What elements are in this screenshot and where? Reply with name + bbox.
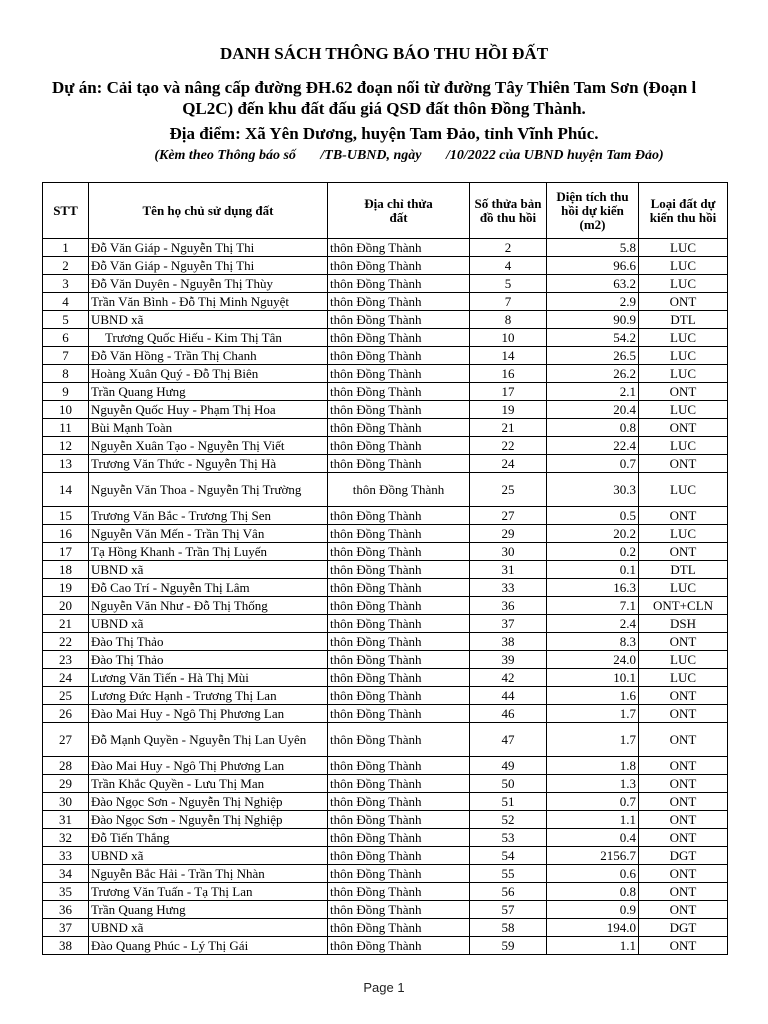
cell-parcel: 46 [470,705,547,723]
cell-area: 1.7 [547,705,639,723]
cell-parcel: 55 [470,865,547,883]
table-row [43,669,728,687]
cell-landtype: ONT [639,723,728,757]
cell-address: thôn Đồng Thành [328,365,470,383]
cell-area: 2.4 [547,615,639,633]
cell-stt: 22 [43,633,89,651]
cell-parcel: 51 [470,793,547,811]
cell-landtype: ONT [639,419,728,437]
cell-owner: Nguyễn Văn Như - Đỗ Thị Thống [89,597,328,615]
cell-owner: Đỗ Văn Duyên - Nguyễn Thị Thùy [89,275,328,293]
cell-area: 1.6 [547,687,639,705]
cell-owner: Tạ Hồng Khanh - Trần Thị Luyến [89,543,328,561]
cell-parcel: 14 [470,347,547,365]
cell-address: thôn Đồng Thành [328,901,470,919]
cell-owner: UBND xã [89,615,328,633]
cell-address: thôn Đồng Thành [328,437,470,455]
cell-address: thôn Đồng Thành [328,419,470,437]
cell-stt: 8 [43,365,89,383]
cell-stt: 26 [43,705,89,723]
cell-address: thôn Đồng Thành [328,383,470,401]
cell-parcel: 50 [470,775,547,793]
table-row [43,901,728,919]
cell-landtype: ONT [639,757,728,775]
table-row [43,937,728,955]
cell-owner: Lương Văn Tiến - Hà Thị Mùi [89,669,328,687]
cell-address: thôn Đồng Thành [328,793,470,811]
cell-stt: 31 [43,811,89,829]
cell-landtype: ONT [639,937,728,955]
cell-address: thôn Đồng Thành [328,579,470,597]
cell-owner: Đào Thị Thảo [89,633,328,651]
attachment-note: (Kèm theo Thông báo số /TB-UBND, ngày /10/2022 của UBND huyện Tam Đảo) [154,148,664,163]
column-header-landtype: Loại đất dự kiến thu hồi [639,183,728,239]
cell-stt: 4 [43,293,89,311]
cell-stt: 23 [43,651,89,669]
cell-parcel: 24 [470,455,547,473]
cell-owner: Đào Mai Huy - Ngô Thị Phương Lan [89,757,328,775]
cell-parcel: 58 [470,919,547,937]
cell-landtype: ONT [639,775,728,793]
cell-stt: 3 [43,275,89,293]
cell-area: 2.9 [547,293,639,311]
cell-area: 0.4 [547,829,639,847]
cell-landtype: DSH [639,615,728,633]
location-line: Địa điểm: Xã Yên Dương, huyện Tam Đảo, tỉnh Vĩnh Phúc. [169,124,599,143]
cell-owner: UBND xã [89,311,328,329]
cell-stt: 35 [43,883,89,901]
cell-parcel: 49 [470,757,547,775]
table-row [43,419,728,437]
cell-area: 0.7 [547,455,639,473]
cell-area: 1.8 [547,757,639,775]
table-body [43,239,728,955]
cell-area: 1.1 [547,811,639,829]
cell-area: 0.2 [547,543,639,561]
cell-landtype: LUC [639,473,728,507]
cell-area: 26.5 [547,347,639,365]
cell-address: thôn Đồng Thành [328,329,470,347]
cell-landtype: ONT [639,901,728,919]
table-row [43,311,728,329]
cell-parcel: 52 [470,811,547,829]
cell-landtype: LUC [639,651,728,669]
cell-address: thôn Đồng Thành [328,525,470,543]
cell-stt: 24 [43,669,89,687]
table-row [43,829,728,847]
table-row [43,543,728,561]
cell-address: thôn Đồng Thành [328,775,470,793]
document-title: DANH SÁCH THÔNG BÁO THU HỒI ĐẤT [219,44,549,63]
cell-parcel: 8 [470,311,547,329]
cell-stt: 36 [43,901,89,919]
table-row [43,775,728,793]
table-row [43,723,728,757]
table-row [43,615,728,633]
cell-stt: 11 [43,419,89,437]
cell-landtype: LUC [639,525,728,543]
cell-address: thôn Đồng Thành [328,865,470,883]
cell-stt: 14 [43,473,89,507]
project-line-2: QL2C) đến khu đất đấu giá QSD đất thôn Đồng Thành. [182,99,586,118]
cell-stt: 38 [43,937,89,955]
cell-area: 24.0 [547,651,639,669]
cell-owner: UBND xã [89,919,328,937]
cell-owner: Đỗ Mạnh Quyền - Nguyễn Thị Lan Uyên [89,723,328,757]
cell-owner: Đỗ Văn Hồng - Trần Thị Chanh [89,347,328,365]
cell-area: 0.7 [547,793,639,811]
cell-parcel: 57 [470,901,547,919]
cell-stt: 12 [43,437,89,455]
cell-address: thôn Đồng Thành [328,507,470,525]
column-header-stt: STT [43,183,89,239]
cell-landtype: LUC [639,669,728,687]
cell-parcel: 30 [470,543,547,561]
table-row [43,275,728,293]
cell-area: 0.6 [547,865,639,883]
cell-landtype: LUC [639,347,728,365]
cell-stt: 15 [43,507,89,525]
cell-owner: Đỗ Tiến Thắng [89,829,328,847]
cell-landtype: ONT [639,293,728,311]
cell-area: 16.3 [547,579,639,597]
cell-owner: UBND xã [89,847,328,865]
cell-address: thôn Đồng Thành [328,829,470,847]
table-row [43,365,728,383]
project-line-1: Dự án: Cải tạo và nâng cấp đường ĐH.62 đoạn nối từ đường Tây Thiên Tam Sơn (Đoạn l [52,78,697,97]
cell-owner: Trần Quang Hưng [89,901,328,919]
project-description [0,77,768,121]
cell-stt: 6 [43,329,89,347]
cell-owner: Trần Văn Bình - Đỗ Thị Minh Nguyệt [89,293,328,311]
table-row [43,865,728,883]
cell-owner: Đào Ngọc Sơn - Nguyễn Thị Nghiệp [89,811,328,829]
cell-stt: 37 [43,919,89,937]
cell-address: thôn Đồng Thành [328,615,470,633]
cell-parcel: 56 [470,883,547,901]
cell-owner: Trương Văn Bắc - Trương Thị Sen [89,507,328,525]
column-header-address: Địa chỉ thửa đất [328,183,470,239]
cell-parcel: 53 [470,829,547,847]
cell-owner: Nguyễn Văn Mến - Trần Thị Vân [89,525,328,543]
cell-landtype: LUC [639,275,728,293]
cell-area: 0.8 [547,883,639,901]
cell-address: thôn Đồng Thành [328,257,470,275]
cell-parcel: 7 [470,293,547,311]
cell-address: thôn Đồng Thành [328,311,470,329]
cell-owner: Đỗ Văn Giáp - Nguyễn Thị Thi [89,257,328,275]
cell-area: 1.7 [547,723,639,757]
cell-area: 54.2 [547,329,639,347]
cell-landtype: LUC [639,257,728,275]
cell-parcel: 29 [470,525,547,543]
land-recovery-table [42,182,728,955]
cell-stt: 32 [43,829,89,847]
cell-parcel: 37 [470,615,547,633]
cell-landtype: ONT [639,455,728,473]
table-row [43,473,728,507]
cell-owner: Đỗ Cao Trí - Nguyễn Thị Lâm [89,579,328,597]
cell-area: 5.8 [547,239,639,257]
cell-parcel: 19 [470,401,547,419]
table-row [43,561,728,579]
cell-landtype: ONT [639,829,728,847]
table-row [43,455,728,473]
cell-landtype: DGT [639,847,728,865]
cell-owner: Nguyễn Quốc Huy - Phạm Thị Hoa [89,401,328,419]
cell-area: 0.5 [547,507,639,525]
cell-parcel: 39 [470,651,547,669]
cell-owner: Bùi Mạnh Toàn [89,419,328,437]
cell-landtype: LUC [639,239,728,257]
cell-parcel: 33 [470,579,547,597]
column-header-owner: Tên họ chủ sử dụng đất [89,183,328,239]
cell-address: thôn Đồng Thành [328,651,470,669]
cell-landtype: ONT [639,793,728,811]
cell-address: thôn Đồng Thành [328,669,470,687]
cell-owner: UBND xã [89,561,328,579]
cell-address: thôn Đồng Thành [328,455,470,473]
cell-parcel: 2 [470,239,547,257]
cell-parcel: 22 [470,437,547,455]
cell-address: thôn Đồng Thành [328,705,470,723]
cell-landtype: ONT+CLN [639,597,728,615]
table-row [43,293,728,311]
cell-stt: 30 [43,793,89,811]
cell-address: thôn Đồng Thành [328,687,470,705]
cell-landtype: ONT [639,705,728,723]
cell-area: 22.4 [547,437,639,455]
cell-landtype: ONT [639,507,728,525]
cell-area: 1.3 [547,775,639,793]
cell-landtype: ONT [639,687,728,705]
cell-area: 30.3 [547,473,639,507]
cell-area: 2156.7 [547,847,639,865]
cell-address: thôn Đồng Thành [328,293,470,311]
column-header-parcel: Số thửa bản đồ thu hồi [470,183,547,239]
cell-area: 90.9 [547,311,639,329]
cell-parcel: 27 [470,507,547,525]
cell-parcel: 17 [470,383,547,401]
cell-address: thôn Đồng Thành [328,811,470,829]
cell-landtype: ONT [639,811,728,829]
cell-stt: 25 [43,687,89,705]
cell-area: 96.6 [547,257,639,275]
table-row [43,437,728,455]
page-number: Page 1 [363,980,405,995]
cell-area: 10.1 [547,669,639,687]
cell-address: thôn Đồng Thành [328,561,470,579]
cell-stt: 17 [43,543,89,561]
cell-parcel: 42 [470,669,547,687]
cell-landtype: ONT [639,543,728,561]
cell-owner: Nguyễn Xuân Tạo - Nguyễn Thị Viết [89,437,328,455]
table-header-row [43,183,728,239]
cell-landtype: LUC [639,401,728,419]
cell-stt: 20 [43,597,89,615]
cell-owner: Nguyễn Bắc Hải - Trần Thị Nhàn [89,865,328,883]
cell-stt: 19 [43,579,89,597]
table-row [43,793,728,811]
cell-stt: 1 [43,239,89,257]
table-row [43,847,728,865]
cell-parcel: 4 [470,257,547,275]
cell-stt: 21 [43,615,89,633]
table-row [43,651,728,669]
cell-landtype: LUC [639,329,728,347]
cell-stt: 2 [43,257,89,275]
cell-area: 26.2 [547,365,639,383]
cell-address: thôn Đồng Thành [328,919,470,937]
table-row [43,525,728,543]
cell-landtype: DTL [639,561,728,579]
cell-address: thôn Đồng Thành [328,543,470,561]
cell-parcel: 21 [470,419,547,437]
cell-stt: 7 [43,347,89,365]
cell-parcel: 54 [470,847,547,865]
table-row [43,329,728,347]
cell-stt: 29 [43,775,89,793]
cell-address: thôn Đồng Thành [328,937,470,955]
cell-owner: Trương Văn Tuấn - Tạ Thị Lan [89,883,328,901]
cell-stt: 13 [43,455,89,473]
cell-parcel: 25 [470,473,547,507]
table-row [43,579,728,597]
table-row [43,811,728,829]
cell-owner: Đỗ Văn Giáp - Nguyễn Thị Thi [89,239,328,257]
table-row [43,239,728,257]
table-row [43,383,728,401]
cell-owner: Đào Ngọc Sơn - Nguyễn Thị Nghiệp [89,793,328,811]
cell-owner: Trần Quang Hưng [89,383,328,401]
cell-area: 2.1 [547,383,639,401]
cell-parcel: 47 [470,723,547,757]
table-row [43,757,728,775]
cell-landtype: LUC [639,437,728,455]
cell-parcel: 5 [470,275,547,293]
cell-area: 1.1 [547,937,639,955]
cell-stt: 28 [43,757,89,775]
table-row [43,401,728,419]
cell-address: thôn Đồng Thành [328,633,470,651]
column-header-area: Diện tích thu hồi dự kiến (m2) [547,183,639,239]
cell-address: thôn Đồng Thành [328,473,470,507]
cell-landtype: DGT [639,919,728,937]
cell-address: thôn Đồng Thành [328,883,470,901]
cell-address: thôn Đồng Thành [328,847,470,865]
cell-parcel: 38 [470,633,547,651]
cell-stt: 16 [43,525,89,543]
cell-area: 20.4 [547,401,639,419]
table-row [43,507,728,525]
table-row [43,705,728,723]
cell-area: 194.0 [547,919,639,937]
cell-owner: Đào Thị Thảo [89,651,328,669]
table-row [43,347,728,365]
cell-parcel: 36 [470,597,547,615]
cell-parcel: 10 [470,329,547,347]
cell-address: thôn Đồng Thành [328,757,470,775]
table-row [43,687,728,705]
cell-address: thôn Đồng Thành [328,723,470,757]
cell-address: thôn Đồng Thành [328,401,470,419]
cell-stt: 18 [43,561,89,579]
cell-stt: 33 [43,847,89,865]
cell-landtype: LUC [639,365,728,383]
cell-owner: Lương Đức Hạnh - Trương Thị Lan [89,687,328,705]
cell-parcel: 16 [470,365,547,383]
cell-address: thôn Đồng Thành [328,597,470,615]
cell-owner: Trần Khắc Quyền - Lưu Thị Man [89,775,328,793]
table-row [43,919,728,937]
cell-area: 0.1 [547,561,639,579]
cell-stt: 34 [43,865,89,883]
cell-owner: Hoàng Xuân Quý - Đỗ Thị Biên [89,365,328,383]
table-row [43,883,728,901]
cell-stt: 10 [43,401,89,419]
cell-area: 20.2 [547,525,639,543]
table-row [43,257,728,275]
cell-address: thôn Đồng Thành [328,275,470,293]
cell-owner: Trương Quốc Hiếu - Kim Thị Tân [89,329,328,347]
cell-owner: Đào Mai Huy - Ngô Thị Phương Lan [89,705,328,723]
cell-parcel: 31 [470,561,547,579]
cell-landtype: ONT [639,383,728,401]
cell-parcel: 44 [470,687,547,705]
cell-landtype: ONT [639,633,728,651]
cell-address: thôn Đồng Thành [328,347,470,365]
cell-area: 0.8 [547,419,639,437]
cell-owner: Đào Quang Phúc - Lý Thị Gái [89,937,328,955]
cell-owner: Nguyễn Văn Thoa - Nguyễn Thị Trường [89,473,328,507]
cell-owner: Trương Văn Thức - Nguyễn Thị Hà [89,455,328,473]
cell-landtype: ONT [639,865,728,883]
cell-stt: 5 [43,311,89,329]
cell-area: 0.9 [547,901,639,919]
cell-address: thôn Đồng Thành [328,239,470,257]
cell-landtype: DTL [639,311,728,329]
table-row [43,633,728,651]
table-row [43,597,728,615]
cell-area: 63.2 [547,275,639,293]
cell-landtype: LUC [639,579,728,597]
cell-parcel: 59 [470,937,547,955]
cell-area: 7.1 [547,597,639,615]
cell-area: 8.3 [547,633,639,651]
cell-stt: 27 [43,723,89,757]
cell-stt: 9 [43,383,89,401]
cell-landtype: ONT [639,883,728,901]
